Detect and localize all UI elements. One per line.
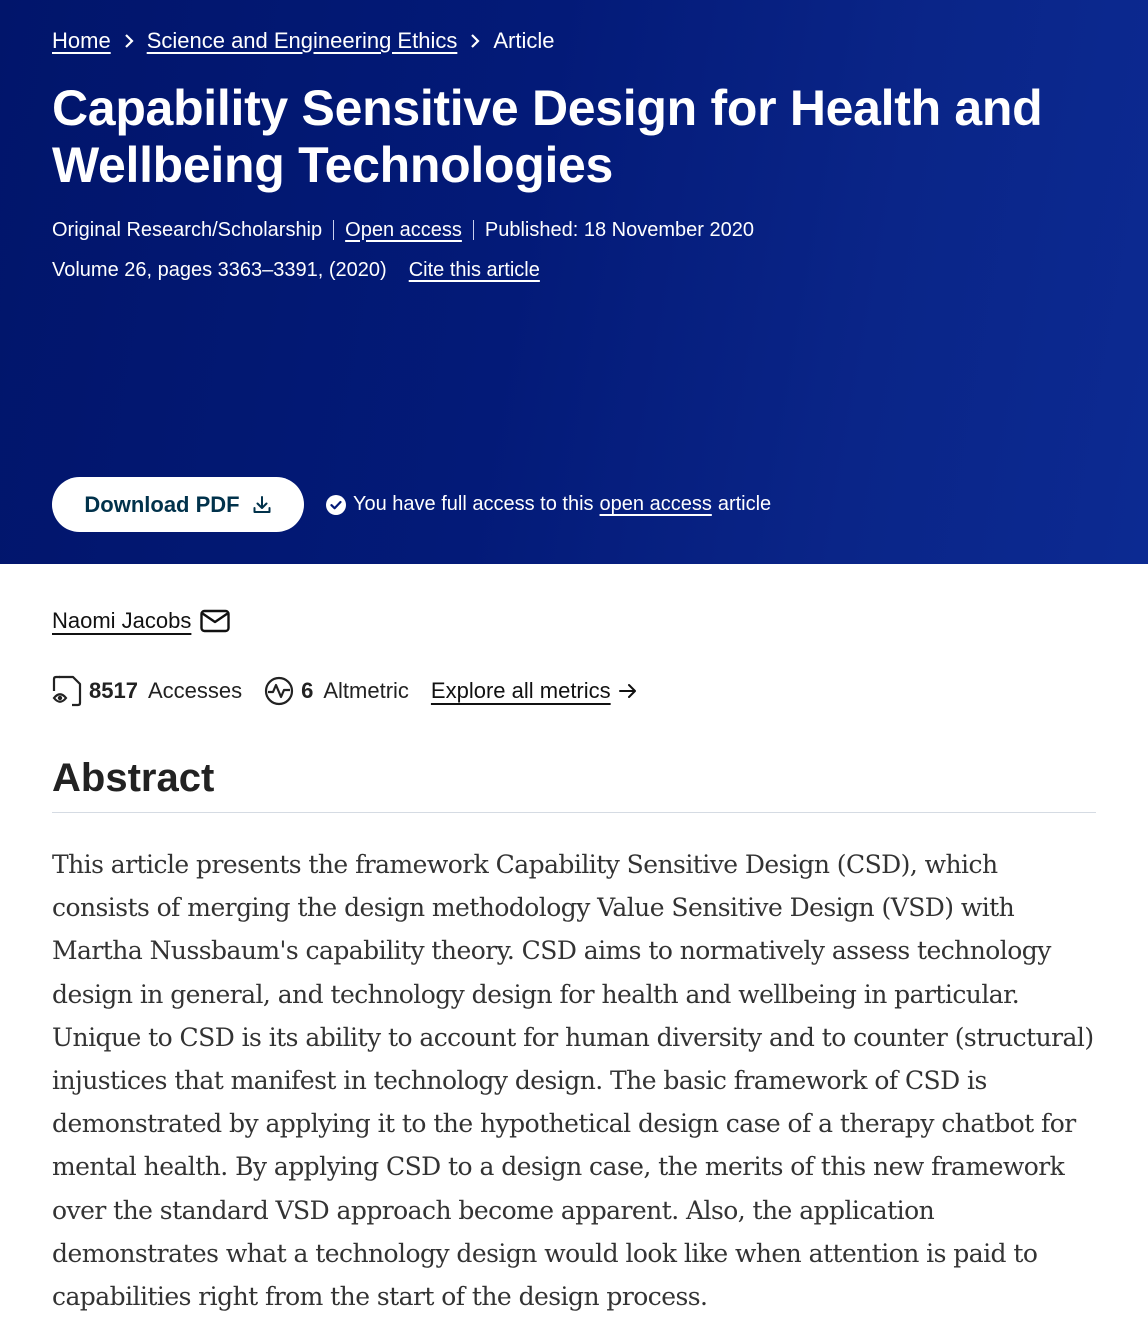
breadcrumb-home-link[interactable]: Home [52,28,111,53]
article-body [0,604,1148,1318]
article-type: Original Research/Scholarship [52,218,323,241]
open-access-link[interactable]: Open access [345,218,462,241]
accesses-icon [52,675,82,707]
abstract-heading: Abstract [52,754,1096,813]
article-title: Capability Sensitive Design for Health and Wellbeing Technologies [52,80,1043,193]
access-open-access-link[interactable]: open access [599,493,712,515]
chevron-right-icon [123,33,135,49]
access-note-suffix: article [717,493,772,515]
explore-metrics-label: Explore all metrics [430,678,611,703]
published-date: Published: 18 November 2020 [484,218,754,241]
divider [333,220,334,240]
explore-metrics-link[interactable] [431,678,637,704]
altmetric-label: Altmetric [323,678,409,703]
download-pdf-label: Download PDF [84,491,240,517]
breadcrumb-current: Article [493,28,555,53]
author-link[interactable]: Naomi Jacobs [52,608,192,633]
mail-icon[interactable] [200,609,230,633]
access-note-prefix: You have full access to this [353,493,594,515]
abstract-text: This article presents the framework Capability Sensitive Design (CSD), which consists of merging the design methodology Value Sensitive Design (VSD) with Martha Nussbaum's capability theory. CSD aims to normatively assess technology design in general, and technology design for health and wellbeing in particular. Unique to CSD is its ability to account for human diversity and to counter (structural) injustices that manifest in technology design. The basic framework of CSD is demonstrated by applying it to the hypothetical design case of a therapy chatbot for mental health. By applying CSD to a design case, the merits of this new framework over the standard VSD approach become apparent. Also, the application demonstrates what a technology design would look like when attention is paid to capabilities right from the start of the design process. [52,850,1094,1312]
article-citation-row [52,256,1096,284]
accesses-label: Accesses [147,678,243,703]
access-note [326,493,771,516]
article-header [0,0,1148,564]
cite-article-link[interactable]: Cite this article [408,258,540,281]
volume-info: Volume 26, pages 3363–3391, (2020) [52,258,387,281]
accesses-count: 8517 [89,678,138,703]
author-row [52,604,1096,638]
download-icon [252,495,272,515]
download-row [52,477,771,532]
breadcrumb-journal-link[interactable]: Science and Engineering Ethics [146,28,458,53]
divider [473,220,474,240]
arrow-right-icon [619,683,637,699]
altmetric-metric [264,676,409,706]
metrics-row [52,674,1096,708]
chevron-right-icon [469,33,481,49]
check-circle-icon [326,495,346,515]
altmetric-icon [264,676,294,706]
accesses-metric [52,675,242,707]
breadcrumb [52,26,1096,56]
altmetric-count: 6 [301,678,314,703]
download-pdf-button[interactable] [52,477,304,532]
article-meta [52,216,1096,244]
